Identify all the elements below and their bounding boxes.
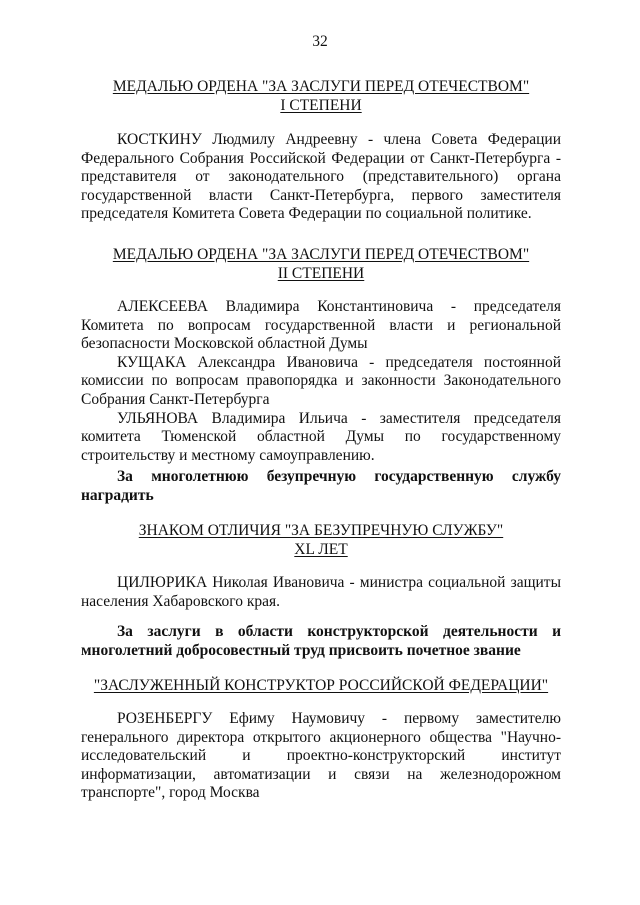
award-entry: КОСТКИНУ Людмилу Андреевну - члена Совета Федерации Федерального Собрания Российской Федерации от Санкт-Петербурга - представителя от законодательного (представительного) органа государственной власти Санкт-Петербурга, первого заместителя председателя Комитета Совета Федерации по социальной политике. xyxy=(81,131,561,223)
section-2-heading-line-1: МЕДАЛЬЮ ОРДЕНА "ЗА ЗАСЛУГИ ПЕРЕД ОТЕЧЕСТВОМ" xyxy=(112,246,530,263)
section-4-heading-line-1: "ЗАСЛУЖЕННЫЙ КОНСТРУКТОР РОССИЙСКОЙ ФЕДЕРАЦИИ" xyxy=(93,677,549,694)
award-entry: УЛЬЯНОВА Владимира Ильича - заместителя председателя комитета Тюменской областной Думы по государственному строительству и местному самоуправлению. xyxy=(81,409,561,464)
award-entry: АЛЕКСЕЕВА Владимира Константиновича - председателя Комитета по вопросам государственной власти и региональной безопасности Московской областной Думы xyxy=(81,298,561,353)
award-entry: КУЩАКА Александра Ивановича - председателя постоянной комиссии по вопросам правопорядка и законности Законодательного Собрания Санкт-Петербурга xyxy=(81,353,561,408)
section-1-heading-line-1: МЕДАЛЬЮ ОРДЕНА "ЗА ЗАСЛУГИ ПЕРЕД ОТЕЧЕСТВОМ" xyxy=(112,78,530,95)
award-entry: РОЗЕНБЕРГУ Ефиму Наумовичу - первому заместителю генерального директора открытого акционерного общества "Научно-исследовательский и проектно-конструкторский институт информатизации, автоматизации и связи на железнодорожном транспорте", город Москва xyxy=(81,710,561,802)
section-4-directive: За заслуги в области конструкторской деятельности и многолетний добросовестный труд присвоить почетное звание xyxy=(81,623,561,659)
section-2-entries xyxy=(81,298,561,465)
award-entry: ЦИЛЮРИКА Николая Ивановича - министра социальной защиты населения Хабаровского края. xyxy=(81,574,561,610)
section-1-heading-line-2: I СТЕПЕНИ xyxy=(280,96,362,114)
section-3-heading-line-2: XL ЛЕТ xyxy=(294,540,348,558)
section-3-directive: За многолетнюю безупречную государственную службу наградить xyxy=(81,468,561,504)
section-2-heading xyxy=(81,246,561,283)
section-2-heading-line-2: II СТЕПЕНИ xyxy=(277,264,365,282)
section-4-heading xyxy=(81,677,561,696)
section-3-heading xyxy=(81,522,561,559)
section-1-heading xyxy=(81,78,561,115)
page-number: 32 xyxy=(312,33,328,50)
section-3-heading-line-1: ЗНАКОМ ОТЛИЧИЯ "ЗА БЕЗУПРЕЧНУЮ СЛУЖБУ" xyxy=(138,522,504,539)
